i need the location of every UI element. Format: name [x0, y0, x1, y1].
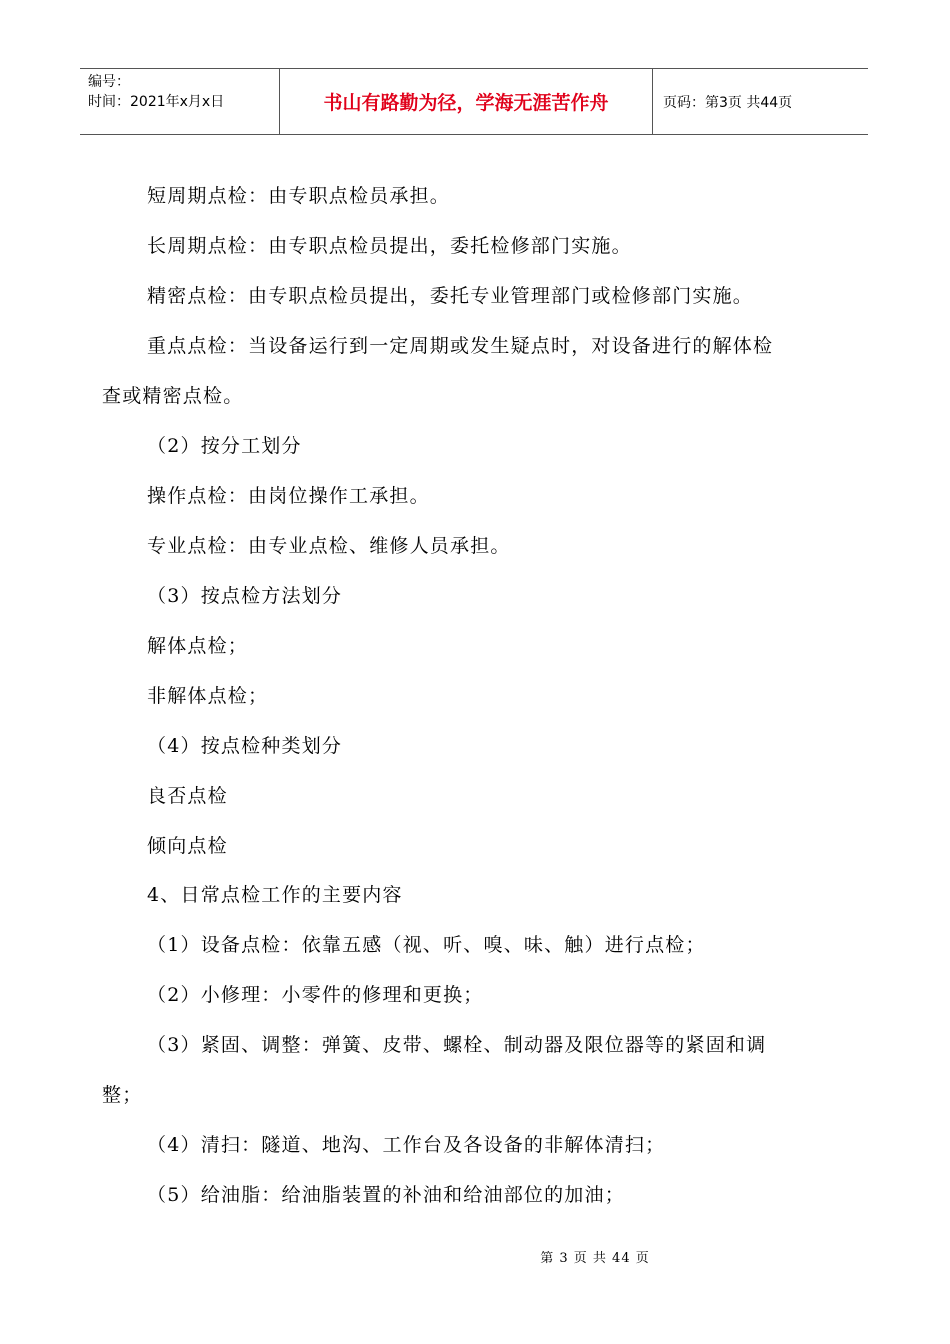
- body-line: （3）按点检方法划分: [147, 585, 343, 607]
- header-meta: [80, 69, 280, 134]
- body-line: （2）小修理：小零件的修理和更换；: [147, 984, 484, 1006]
- header-motto: 书山有路勤为径，学海无涯苦作舟: [280, 69, 653, 134]
- body-line: 查或精密点检。: [102, 385, 244, 407]
- page-footer: 第 3 页 共 44 页: [540, 1251, 650, 1266]
- body-line: 4、日常点检工作的主要内容: [147, 884, 403, 906]
- body-line: 重点点检：当设备运行到一定周期或发生疑点时，对设备进行的解体检: [147, 335, 774, 357]
- body-line: 专业点检：由专业点检、维修人员承担。: [147, 535, 511, 557]
- body-line: 精密点检：由专职点检员提出，委托专业管理部门或检修部门实施。: [147, 285, 754, 307]
- body-line: 操作点检：由岗位操作工承担。: [147, 485, 430, 507]
- body-line: （4）按点检种类划分: [147, 735, 343, 757]
- body-line: （2）按分工划分: [147, 435, 302, 457]
- body-line: 整；: [102, 1084, 143, 1106]
- body-line: （4）清扫：隧道、地沟、工作台及各设备的非解体清扫；: [147, 1134, 666, 1156]
- page-header: [80, 68, 868, 135]
- body-line: 长周期点检：由专职点检员提出，委托检修部门实施。: [147, 235, 632, 257]
- body-line: 良否点检: [147, 785, 228, 807]
- header-page-info: 页码：第3页 共44页: [663, 94, 793, 111]
- body-line: 短周期点检：由专职点检员承担。: [147, 185, 451, 207]
- body-line: 解体点检；: [147, 635, 249, 657]
- body-line: （1）设备点检：依靠五感（视、听、嗅、味、触）进行点检；: [147, 934, 706, 956]
- body-line: 非解体点检；: [147, 685, 269, 707]
- body-line: （5）给油脂：给油脂装置的补油和给油部位的加油；: [147, 1184, 625, 1206]
- body-line: （3）紧固、调整：弹簧、皮带、螺栓、制动器及限位器等的紧固和调: [147, 1034, 767, 1056]
- document-number-label: 编号：: [88, 74, 130, 90]
- body-line: 倾向点检: [147, 835, 228, 857]
- document-time: 时间：2021年x月x日: [88, 94, 225, 110]
